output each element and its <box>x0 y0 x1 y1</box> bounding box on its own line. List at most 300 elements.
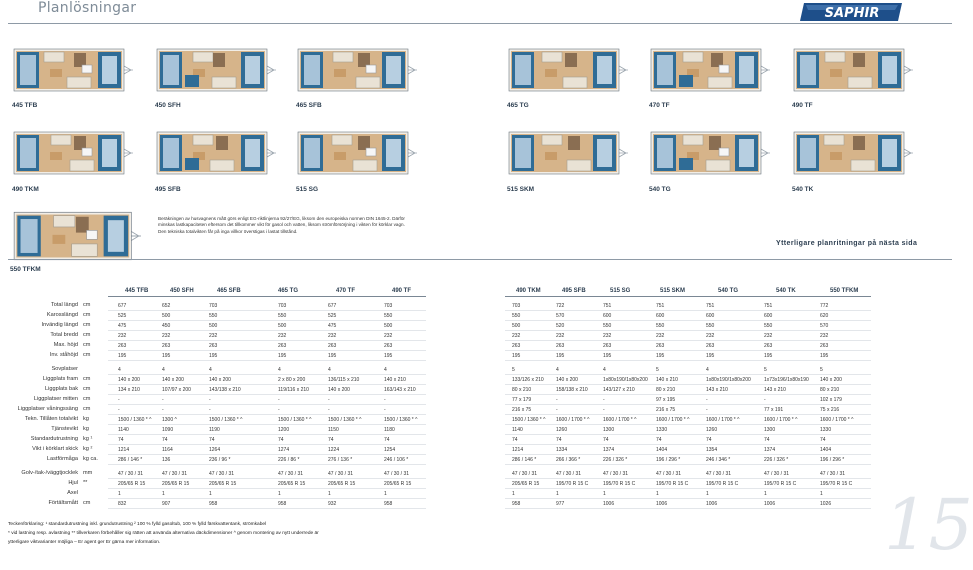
table-cell: 1274 <box>278 446 290 453</box>
table-cell: - <box>118 406 120 413</box>
row-divider <box>505 394 871 395</box>
table-cell: 600 <box>706 312 715 319</box>
table-cell: 77 x 191 <box>764 406 784 413</box>
table-cell: 263 <box>820 342 829 349</box>
table-cell: 5 <box>656 366 659 373</box>
table-cell: 205/65 R 15 <box>278 480 306 487</box>
floor-plan-image <box>155 47 277 93</box>
table-cell: 1500 / 1360 * ^ <box>118 416 152 423</box>
table-cell: 140 x 200 <box>820 376 842 383</box>
table-cell: 47 / 30 / 31 <box>118 470 144 477</box>
row-label: Förtältsmått <box>48 500 78 506</box>
table-cell: 1214 <box>118 446 130 453</box>
row-divider <box>505 424 871 425</box>
plan-label: 495 SFB <box>155 186 181 193</box>
table-cell: 550 <box>706 322 715 329</box>
note-line: Beräkningen av husvagnens mått görs enligt EG-riktlinjerna 92/27/EG, liksom den europeiska normen DIN 1645-2. Därför <box>158 216 405 221</box>
table-cell: 1006 <box>706 500 718 507</box>
table-cell: 195 <box>764 352 773 359</box>
floor-plan-image <box>155 130 277 176</box>
table-cell: 195 <box>820 352 829 359</box>
row-label: Liggplatser mitten <box>33 396 78 402</box>
table-cell: 140 x 200 <box>209 376 231 383</box>
table-cell: 140 x 200 <box>118 376 140 383</box>
column-header: 540 TG <box>718 288 739 294</box>
section-divider <box>8 259 952 260</box>
table-cell: 703 <box>384 302 393 309</box>
row-label: Invändig längd <box>41 322 78 328</box>
row-divider <box>108 394 426 395</box>
table-cell: 1x80x190/1x80x200 <box>706 376 751 383</box>
table-cell: 751 <box>764 302 773 309</box>
row-unit: cm <box>83 312 91 318</box>
table-cell: 1330 <box>656 426 668 433</box>
row-divider <box>505 414 871 415</box>
table-cell: - <box>162 406 164 413</box>
table-cell: 932 <box>328 500 337 507</box>
table-cell: 232 <box>556 332 565 339</box>
table-cell: 74 <box>278 436 284 443</box>
table-cell: 232 <box>118 332 127 339</box>
table-cell: 216 x 75 <box>656 406 676 413</box>
table-cell: 143 x 210 <box>706 386 728 393</box>
table-cell: 703 <box>512 302 521 309</box>
table-cell: - <box>118 396 120 403</box>
row-label: Vikt i körklart skick <box>32 446 78 452</box>
row-unit: cm <box>83 302 91 308</box>
table-cell: 263 <box>118 342 127 349</box>
table-cell: 1404 <box>820 446 832 453</box>
plan-label: 540 TK <box>792 186 814 193</box>
table-cell: 525 <box>328 312 337 319</box>
table-cell: 1 <box>556 490 559 497</box>
table-cell: 158/138 x 210 <box>556 386 588 393</box>
footer-line: * vid lastning resp. avlastning ** tillverkaren förbehåller sig rätten att använda alternativa däckdimensioner ^ genom montering av nytt underrede är <box>8 530 319 536</box>
row-divider <box>108 404 426 405</box>
table-cell: 1026 <box>820 500 832 507</box>
table-cell: 134 x 210 <box>118 386 140 393</box>
plan-label: 515 SKM <box>507 186 535 193</box>
table-cell: 1214 <box>512 446 524 453</box>
row-label: Liggplatser våningssäng <box>17 406 78 412</box>
table-cell: 195/70 R 15 C <box>706 480 739 487</box>
footer-line: Teckenförklaring: ¹ standardutrustning inkl. grundutrustning ² 100 % fylld gasoltub, 100 % fylld färskvattentank, strömkabel <box>8 522 267 527</box>
table-cell: 140 x 200 <box>556 376 578 383</box>
table-cell: 232 <box>328 332 337 339</box>
table-cell: 1190 <box>209 426 220 433</box>
table-cell: 195 <box>328 352 337 359</box>
table-cell: 1300 ^ <box>162 416 177 423</box>
table-cell: 196 / 296 * <box>820 456 845 463</box>
row-divider <box>108 384 426 385</box>
table-cell: 236 / 96 * <box>209 456 231 463</box>
row-divider <box>108 360 426 361</box>
table-cell: 232 <box>820 332 829 339</box>
table-cell: 263 <box>209 342 218 349</box>
row-divider <box>505 374 871 375</box>
table-cell: 74 <box>512 436 518 443</box>
row-unit: cm <box>83 396 91 402</box>
table-cell: 119/116 x 210 <box>278 386 309 393</box>
column-header: 465 SFB <box>217 288 241 294</box>
floor-plan-image <box>296 130 418 176</box>
table-cell: - <box>162 396 164 403</box>
row-divider <box>505 488 871 489</box>
row-label: Hjul <box>68 480 78 486</box>
table-cell: 74 <box>603 436 609 443</box>
plan-label: 515 SG <box>296 186 319 193</box>
row-unit: cm <box>83 342 91 348</box>
table-cell: 286 / 146 * <box>118 456 143 463</box>
row-divider <box>108 444 426 445</box>
row-unit: mm <box>83 470 93 476</box>
row-unit: cm <box>83 376 91 382</box>
table-cell: 550 <box>603 322 612 329</box>
table-cell: 205/65 R 15 <box>162 480 190 487</box>
row-divider <box>505 330 871 331</box>
row-label: Tjänstevikt <box>51 426 78 432</box>
table-cell: 232 <box>764 332 773 339</box>
table-cell: - <box>556 406 558 413</box>
table-cell: 195/70 R 15 C <box>656 480 689 487</box>
row-unit: ** <box>83 480 88 486</box>
table-cell: 1006 <box>764 500 776 507</box>
table-cell: 4 <box>118 366 121 373</box>
row-divider <box>505 384 871 385</box>
table-cell: 500 <box>512 322 521 329</box>
table-cell: 5 <box>512 366 515 373</box>
table-cell: 107/97 x 200 <box>162 386 191 393</box>
table-cell: 1404 <box>656 446 668 453</box>
table-cell: 1224 <box>328 446 340 453</box>
table-cell: 677 <box>328 302 337 309</box>
table-cell: 74 <box>118 436 124 443</box>
table-cell: 263 <box>328 342 337 349</box>
row-divider <box>505 310 871 311</box>
row-divider <box>108 414 426 415</box>
table-cell: 1090 <box>162 426 174 433</box>
table-cell: 1374 <box>603 446 615 453</box>
table-cell: 1600 / 1700 * ^ <box>556 416 590 423</box>
table-cell: 832 <box>118 500 127 507</box>
column-header: 515 SKM <box>660 288 686 294</box>
header-underline <box>108 296 426 297</box>
table-cell: - <box>278 406 280 413</box>
table-cell: 1 <box>706 490 709 497</box>
footer-legend <box>8 521 568 547</box>
table-cell: 102 x 179 <box>820 396 842 403</box>
table-cell: 47 / 30 / 31 <box>384 470 410 477</box>
table-cell: 1 <box>764 490 767 497</box>
table-cell: 195 <box>278 352 287 359</box>
table-cell: 232 <box>706 332 715 339</box>
table-cell: 5 <box>764 366 767 373</box>
table-cell: 1 <box>278 490 281 497</box>
table-cell: 550 <box>512 312 521 319</box>
table-cell: 143/127 x 210 <box>603 386 635 393</box>
table-cell: 195 <box>384 352 393 359</box>
table-cell: 195 <box>603 352 612 359</box>
footer-line: ytterligare viktvarianter möjliga – Er agent ger Er gärna mer information. <box>8 539 161 545</box>
table-cell: 550 <box>209 312 218 319</box>
table-cell: 1200 <box>278 426 290 433</box>
saphir-logo <box>800 2 904 22</box>
table-cell: 1300 <box>603 426 615 433</box>
table-cell: - <box>209 406 211 413</box>
table-cell: 1260 <box>706 426 718 433</box>
table-cell: - <box>209 396 211 403</box>
table-cell: 47 / 30 / 31 <box>556 470 582 477</box>
table-cell: 263 <box>764 342 773 349</box>
row-unit: cm <box>83 406 91 412</box>
row-divider <box>108 508 426 509</box>
table-cell: 263 <box>384 342 393 349</box>
table-cell: 4 <box>328 366 331 373</box>
table-cell: 620 <box>820 312 829 319</box>
table-cell: 74 <box>162 436 168 443</box>
table-cell: 4 <box>278 366 281 373</box>
table-cell: 550 <box>384 312 393 319</box>
table-cell: 205/65 R 15 <box>209 480 237 487</box>
table-cell: 205/65 R 15 <box>328 480 356 487</box>
row-label: Tekn. Tillåten totalvikt <box>24 416 78 422</box>
row-divider <box>108 434 426 435</box>
table-cell: 1164 <box>162 446 173 453</box>
row-divider <box>108 320 426 321</box>
table-cell: 205/65 R 15 <box>384 480 412 487</box>
table-cell: 97 x 195 <box>656 396 676 403</box>
table-cell: 232 <box>603 332 612 339</box>
row-divider <box>505 434 871 435</box>
page-number: 15 <box>884 484 973 566</box>
table-cell: 751 <box>706 302 715 309</box>
table-cell: 1x80x190/1x80x200 <box>603 376 648 383</box>
table-cell: 1600 / 1700 * ^ <box>820 416 854 423</box>
table-cell: 4 <box>209 366 212 373</box>
table-cell: 1374 <box>764 446 776 453</box>
table-cell: 1300 <box>764 426 776 433</box>
table-cell: 550 <box>764 322 773 329</box>
table-cell: 500 <box>162 312 171 319</box>
row-unit: kg ¹ <box>83 436 93 442</box>
table-cell: 2 x 80 x 200 <box>278 376 306 383</box>
table-cell: 263 <box>556 342 565 349</box>
table-cell: 195/70 R 15 C <box>603 480 636 487</box>
column-header: 445 TFB <box>125 288 149 294</box>
note-line: minskas lastkapaciteten eftersom det tillkommer vikt för gasol och vatten, liksom strömförsörjning i vikten för körklar vagn. <box>158 222 405 228</box>
table-cell: 163/143 x 210 <box>384 386 416 393</box>
table-cell: - <box>764 396 766 403</box>
table-cell: 772 <box>820 302 829 309</box>
table-cell: 4 <box>384 366 387 373</box>
table-cell: 136 <box>162 456 171 463</box>
table-cell: 520 <box>556 322 565 329</box>
more-plans-heading: Ytterligare planritningar på nästa sida <box>776 240 918 247</box>
note-line: Den tekniska totalvikten får på inga villkor överstigas i lastat tillstånd. <box>158 228 298 234</box>
table-cell: 550 <box>278 312 287 319</box>
column-header: 495 SFB <box>562 288 586 294</box>
row-divider <box>505 464 871 465</box>
row-unit: cm <box>83 386 91 392</box>
plan-label: 540 TG <box>649 186 671 193</box>
page-title: Planlösningar <box>38 0 137 16</box>
table-cell: 4 <box>603 366 606 373</box>
table-cell: 226 / 86 * <box>278 456 300 463</box>
table-cell: - <box>603 396 605 403</box>
table-cell: 600 <box>603 312 612 319</box>
plan-label: 470 TF <box>649 102 670 109</box>
floor-plan-image <box>12 130 134 176</box>
row-divider <box>505 340 871 341</box>
row-label: Liggplats fram <box>42 376 78 382</box>
table-cell: 1500 / 1360 * ^ <box>278 416 312 423</box>
row-divider <box>505 498 871 499</box>
plan-label: 490 TF <box>792 102 813 109</box>
table-cell: 4 <box>162 366 165 373</box>
table-cell: 1600 / 1700 * ^ <box>656 416 690 423</box>
row-divider <box>108 350 426 351</box>
table-cell: 74 <box>706 436 712 443</box>
table-cell: 600 <box>656 312 665 319</box>
table-cell: 263 <box>278 342 287 349</box>
row-label: Liggplats bak <box>45 386 78 392</box>
table-cell: - <box>384 406 386 413</box>
row-divider <box>108 374 426 375</box>
plan-label: 465 TG <box>507 102 529 109</box>
table-cell: 140 x 200 <box>162 376 184 383</box>
table-cell: 133/126 x 210 <box>512 376 544 383</box>
table-cell: 75 x 216 <box>820 406 840 413</box>
table-cell: 1x73x196/1x80x190 <box>764 376 809 383</box>
table-cell: 232 <box>162 332 171 339</box>
table-cell: 1600 / 1700 * ^ <box>764 416 798 423</box>
table-cell: 1500 / 1360 * ^ <box>384 416 418 423</box>
table-cell: 1260 <box>556 426 568 433</box>
table-cell: 47 / 30 / 31 <box>656 470 682 477</box>
table-cell: 74 <box>656 436 662 443</box>
table-cell: 47 / 30 / 31 <box>209 470 235 477</box>
table-cell: 77 x 179 <box>512 396 532 403</box>
table-cell: 47 / 30 / 31 <box>512 470 538 477</box>
table-cell: 570 <box>556 312 565 319</box>
table-cell: 195 <box>118 352 127 359</box>
table-cell: 232 <box>209 332 218 339</box>
table-cell: 74 <box>328 436 334 443</box>
row-divider <box>505 360 871 361</box>
row-unit: kg <box>83 426 89 432</box>
table-cell: 4 <box>706 366 709 373</box>
row-label: Sovplatser <box>51 366 78 372</box>
table-cell: 195 <box>209 352 218 359</box>
table-cell: 246 / 106 * <box>384 456 409 463</box>
plan-label: 550 TFKM <box>10 266 41 273</box>
row-divider <box>108 498 426 499</box>
table-cell: 196 / 296 * <box>656 456 681 463</box>
table-cell: 1600 / 1700 * ^ <box>706 416 740 423</box>
table-cell: - <box>706 406 708 413</box>
table-cell: 1 <box>384 490 387 497</box>
table-cell: 263 <box>656 342 665 349</box>
floor-plan-image <box>792 47 914 93</box>
table-cell: - <box>328 406 330 413</box>
table-cell: 1254 <box>384 446 396 453</box>
table-cell: 500 <box>209 322 218 329</box>
table-cell: 47 / 30 / 31 <box>706 470 732 477</box>
table-cell: 1 <box>328 490 331 497</box>
row-label: Inv. ståhöjd <box>49 352 78 358</box>
floor-plan-image <box>507 130 629 176</box>
table-cell: - <box>603 406 605 413</box>
column-header: 540 TK <box>776 288 796 294</box>
row-label: Golv-/tak-/väggtjocklek <box>21 470 78 476</box>
row-label: Axel <box>67 490 78 496</box>
table-cell: 1354 <box>706 446 718 453</box>
column-header: 515 SG <box>610 288 631 294</box>
table-cell: 47 / 30 / 31 <box>328 470 354 477</box>
table-cell: 4 <box>556 366 559 373</box>
table-cell: 1180 <box>384 426 395 433</box>
row-divider <box>108 478 426 479</box>
table-cell: 1 <box>162 490 165 497</box>
plan-label: 450 SFH <box>155 102 181 109</box>
table-cell: 977 <box>556 500 565 507</box>
table-cell: 205/65 R 15 <box>512 480 540 487</box>
table-cell: 677 <box>118 302 127 309</box>
table-cell: 140 x 200 <box>328 386 350 393</box>
table-cell: 246 / 346 * <box>706 456 731 463</box>
row-unit: kg ² <box>83 446 93 452</box>
row-label: Standardutrustning <box>30 436 78 442</box>
table-cell: 74 <box>556 436 562 443</box>
table-cell: - <box>328 396 330 403</box>
column-header: 450 SFH <box>170 288 194 294</box>
table-cell: 80 x 210 <box>820 386 840 393</box>
table-cell: 276 / 136 * <box>328 456 353 463</box>
table-cell: 1 <box>512 490 515 497</box>
table-cell: 500 <box>384 322 393 329</box>
table-cell: 232 <box>656 332 665 339</box>
table-cell: 1 <box>656 490 659 497</box>
row-divider <box>505 350 871 351</box>
table-cell: 47 / 30 / 31 <box>764 470 790 477</box>
row-divider <box>108 454 426 455</box>
row-divider <box>505 320 871 321</box>
row-unit: cm <box>83 500 91 506</box>
table-cell: 475 <box>328 322 337 329</box>
table-cell: 1264 <box>209 446 221 453</box>
row-label: Total längd <box>50 302 78 308</box>
table-cell: 74 <box>820 436 826 443</box>
table-cell: 958 <box>512 500 521 507</box>
row-unit: cm <box>83 352 91 358</box>
row-divider <box>108 464 426 465</box>
row-divider <box>505 404 871 405</box>
table-cell: 232 <box>278 332 287 339</box>
table-cell: 74 <box>209 436 215 443</box>
table-cell: 47 / 30 / 31 <box>603 470 629 477</box>
table-cell: 232 <box>384 332 393 339</box>
table-cell: 703 <box>209 302 218 309</box>
table-cell: 263 <box>706 342 715 349</box>
table-cell: 722 <box>556 302 565 309</box>
table-cell: 80 x 210 <box>656 386 676 393</box>
table-cell: 140 x 210 <box>384 376 406 383</box>
table-cell: 143/138 x 210 <box>209 386 241 393</box>
row-unit: kg <box>83 416 89 422</box>
floor-plan-image <box>649 47 771 93</box>
plan-label: 490 TKM <box>12 186 39 193</box>
table-cell: 751 <box>603 302 612 309</box>
